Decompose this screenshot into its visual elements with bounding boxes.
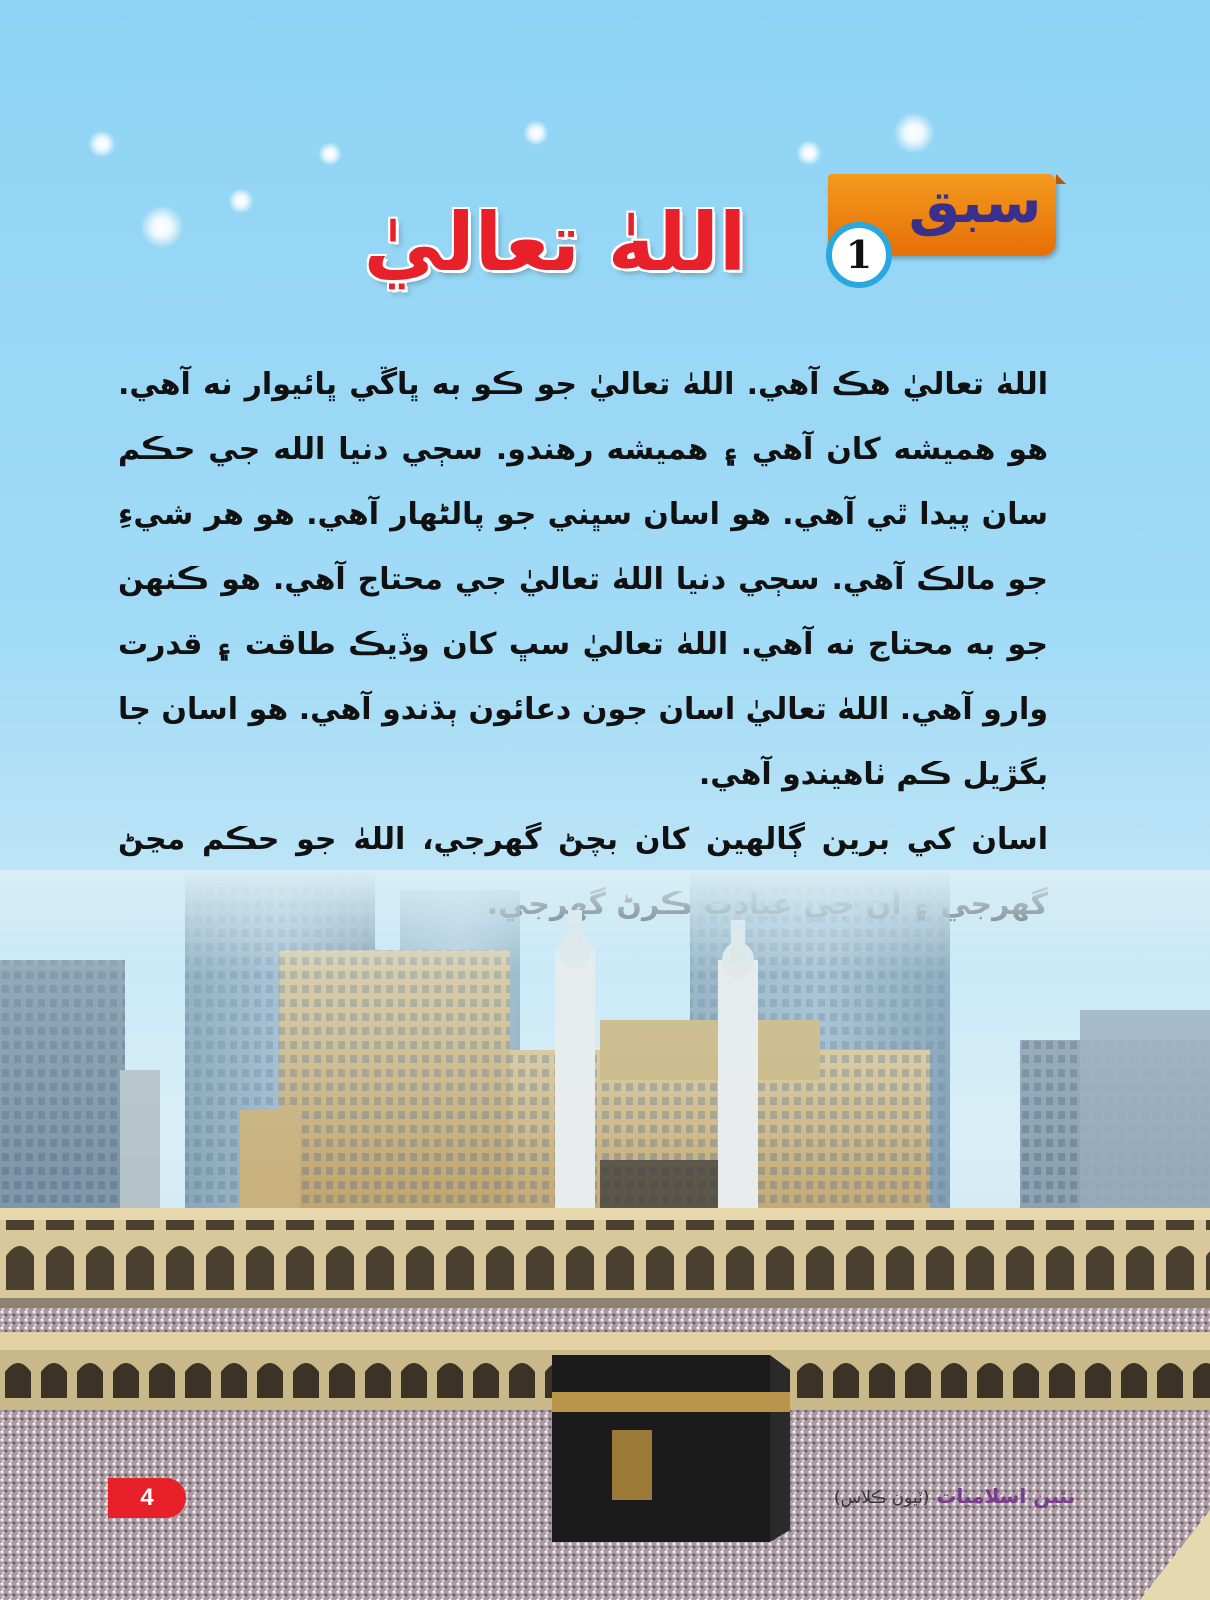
sky-star <box>88 130 116 158</box>
sky-star <box>523 120 549 146</box>
sky-star <box>318 142 342 166</box>
body-paragraph-1: اللهٰ تعاليٰ هڪ آهي. اللهٰ تعاليٰ جو ڪو به ڀاڱي ڀائيوار نه آهي. هو هميشه کان آهي ۽ هميشه رهندو. سڄي دنيا الله جي حڪم سان پيدا ٿي آهي. هو اسان سڀني جو پالڻهار آهي. هو هر شيءِ جو مالڪ آهي. سڄي دنيا اللهٰ تعاليٰ جي محتاج آهي. هو ڪنهن جو به محتاج نه آهي. اللهٰ تعاليٰ سڀ کان وڏيڪ طاقت ۽ قدرت وارو آهي. اللهٰ تعاليٰ اسان جون دعائون ٻڌندو آهي. هو اسان جا بگڙيل ڪم ٺاهيندو آهي. <box>118 367 1048 792</box>
lesson-label: سبق <box>908 168 1042 236</box>
sky-star <box>796 140 822 166</box>
sky-star <box>893 112 935 154</box>
book-title-grade: (ٽيون ڪلاس) <box>833 1488 930 1508</box>
sky-star <box>228 188 254 214</box>
lesson-title: اللهٰ تعاليٰ <box>363 196 747 289</box>
body-paragraph-2: اسان کي برين ڳالهين کان بچڻ گهرجي، اللهٰ جو حڪم مڃڻ <box>118 822 1048 857</box>
lesson-body <box>118 352 1048 937</box>
page-number: 4 <box>108 1478 186 1518</box>
lesson-number-badge: 1 <box>826 222 892 288</box>
sky-star <box>140 205 184 249</box>
book-title <box>785 1484 1075 1508</box>
book-title-main: نئين اسلاميات <box>936 1484 1075 1508</box>
